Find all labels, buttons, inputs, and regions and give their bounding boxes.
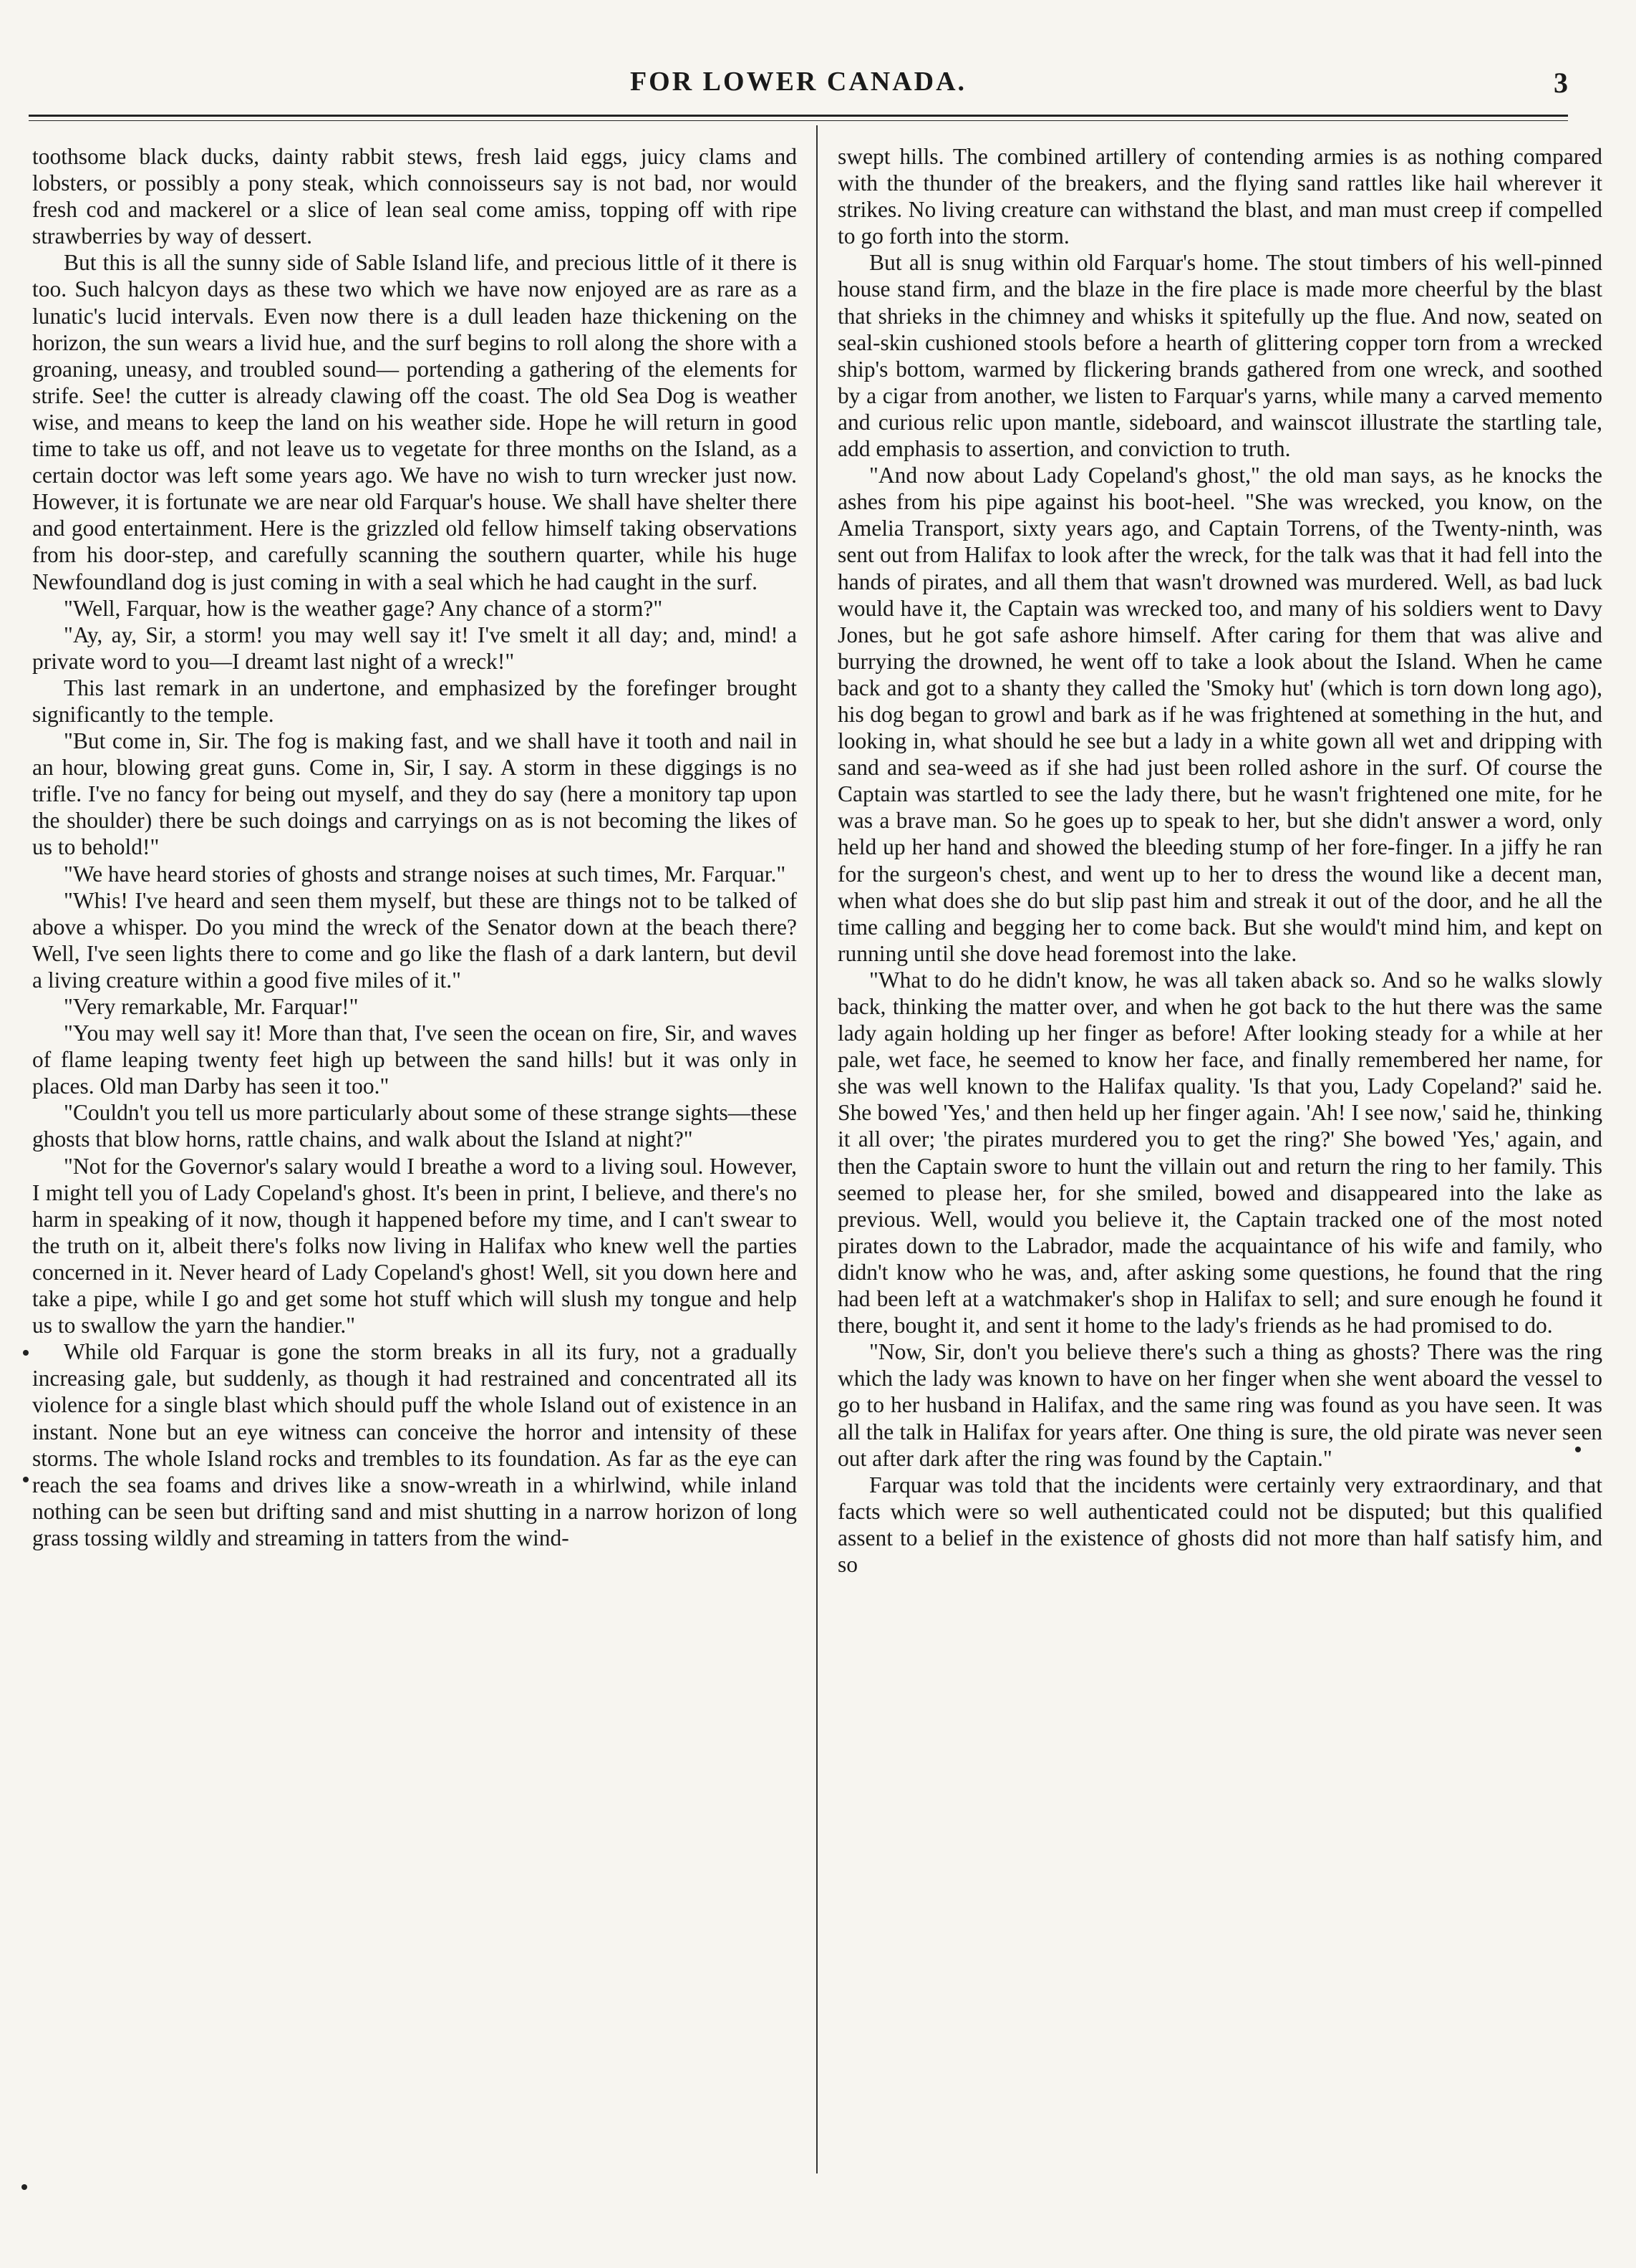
left-column — [32, 143, 797, 2170]
paragraph: "Well, Farquar, how is the weather gage? Any chance of a storm?" — [64, 595, 663, 621]
paragraph: toothsome black ducks, dainty rabbit stews, fresh laid eggs, juicy clams and lobsters, or possibly a pony steak, which connoisseurs say is not bad, nor would fresh cod and mackerel or a slice of lean seal come amiss, topping off with ripe strawberries by way of dessert. — [32, 144, 797, 249]
header-rule — [29, 115, 1568, 117]
paragraph: "We have heard stories of ghosts and strange noises at such times, Mr. Farquar." — [64, 861, 786, 887]
paragraph: "Not for the Governor's salary would I breathe a word to a living soul. However, I might tell you of Lady Copeland's ghost. It's been in print, I believe, and there's no harm in speaking of it now, though it happened before my time, and I can't swear to the truth on it, albeit there's folks now living in Halifax who knew well the parties concerned in it. Never heard of Lady Copeland's ghost! Well, sit you down here and take a pipe, while I go and get some hot stuff which will slush my tongue and help us to swallow the yarn the handier." — [32, 1153, 797, 1338]
print-speck — [23, 1350, 29, 1356]
paragraph: While old Farquar is gone the storm breaks in all its fury, not a gradually increasing gale, but suddenly, as though it had restrained and concentrated all its violence for a single blast which should puff the whole Island out of existence in an instant. None but an eye witness can conceive the horror and intensity of these storms. The whole Island rocks and trembles to its foundation. As far as the eye can reach the sea foams and drives like a snow-wreath in a whirlwind, while inland nothing can be seen but drifting sand and mist shutting in a narrow horizon of long grass tossing wildly and streaming in tatters from the wind- — [32, 1339, 797, 1550]
paragraph: "Now, Sir, don't you believe there's such a thing as ghosts? There was the ring which the lady was known to have on her finger when she went aboard the vessel to go to her husband in Halifax, and the same ring was found as you have seen. It was all the talk in Halifax for years after. One thing is sure, the old pirate was never seen out after dark after the ring was found by the Captain." — [838, 1339, 1602, 1471]
print-speck — [23, 1477, 29, 1482]
paragraph: But this is all the sunny side of Sable Island life, and precious little of it there is too. Such halcyon days as these two which we have now enjoyed are as rare as a lunatic's lucid intervals. Even now there is a dull leaden haze thickening on the horizon, the sun wears a livid hue, and the surf begins to roll along the shore with a groaning, uneasy, and troubled sound— portending a gathering of the elements for strife. See! the cutter is already clawing off the coast. The old Sea Dog is weather wise, and means to keep the land on his weather side. Hope he will return in good time to take us off, and not leave us to vegetate for three months on the Island, as a certain doctor was left some years ago. We have no wish to turn wrecker just now. However, it is fortunate we are near old Farquar's house. We shall have shelter there and good entertainment. Here is the grizzled old fellow himself taking observations from his door-step, and carefully scanning the southern quarter, while his huge Newfoundland dog is just coming in with a seal which he had caught in the surf. — [32, 250, 797, 594]
running-title: FOR LOWER CANADA. — [629, 67, 967, 97]
paragraph: "Ay, ay, Sir, a storm! you may well say it! I've smelt it all day; and, mind! a private word to you—I dreamt last night of a wreck!" — [32, 622, 797, 674]
paragraph: "What to do he didn't know, he was all taken aback so. And so he walks slowly back, thinking the matter over, and when he got back to the hut there was the same lady again holding up her finger as before! After looking steady for a while at her pale, wet face, he seemed to know her face, and finally remembered her name, for she was well known to the Halifax quality. 'Is that you, Lady Copeland?' said he. She bowed 'Yes,' and then held up her finger again. 'Ah! I see now,' said he, thinking it all over; 'the pirates murdered you to get the ring?' She bowed 'Yes,' again, and then the Captain swore to hunt the villain out and return the ring to her family. This seemed to please her, for she smiled, bowed and disappeared into the lake as previous. Well, would you believe it, the Captain tracked one of the most noted pirates down to the Labrador, made the acquaintance of his wife and family, who didn't know who he was, and, after asking some questions, he found that the ring had been left at a watchmaker's shop in Halifax to sell; and sure enough he found it there, bought it, and sent it home to the lady's friends as he had promised to do. — [838, 967, 1602, 1338]
print-speck — [21, 2184, 27, 2190]
paragraph: "Whis! I've heard and seen them myself, but these are things not to be talked of above a whisper. Do you mind the wreck of the Senator down at the beach there? Well, I've seen lights there to come and go like the flash of a dark lantern, but devil a living creature within a good five miles of it." — [32, 887, 797, 993]
page-header — [29, 66, 1568, 109]
paragraph: "And now about Lady Copeland's ghost," the old man says, as he knocks the ashes from his pipe against his boot-heel. "She was wrecked, you know, on the Amelia Transport, sixty years ago, and Captain Torrens, of the Twenty-ninth, was sent out from Halifax to look after the wreck, for the talk was that it had fell into the hands of pirates, and all them that wasn't drowned was murdered. Well, as bad luck would have it, the Captain was wrecked too, and many of his soldiers went to Davy Jones, but he got safe ashore himself. After caring for them that was alive and burrying the drowned, he went off to take a look about the Island. When he came back and got to a shanty they called the 'Smoky hut' (which is torn down long ago), his dog began to growl and bark as if he was frightened at something in the hut, and looking in, what should he see but a lady in a white gown all wet and dripping with sand and sea-weed as if she had just been rolled ashore in the surf. Of course the Captain was startled to see the lady there, but he wasn't frightened one mite, for he was a brave man. So he goes up to speak to her, but she didn't answer a word, only held up her hand and showed the bleeding stump of her fore-finger. In a jiffy he ran for the surgeon's chest, and went up to her to dress the wound like a decent man, when what does she do but slip past him and streak it out of the door, and he all the time calling and begging her to come back. But she would't mind him, and kept on running until she dove head foremost into the lake. — [838, 463, 1602, 966]
paragraph: "Very remarkable, Mr. Farquar!" — [64, 994, 359, 1019]
column-divider — [816, 125, 818, 2173]
print-speck — [1575, 1447, 1581, 1452]
paragraph: "Couldn't you tell us more particularly about some of these strange sights—these ghosts that blow horns, rattle chains, and walk about the Island at night?" — [32, 1100, 797, 1152]
paragraph: This last remark in an undertone, and emphasized by the forefinger brought significantly to the temple. — [32, 675, 797, 727]
right-column — [838, 143, 1602, 2170]
page-number: 3 — [1554, 67, 1568, 99]
paragraph: swept hills. The combined artillery of contending armies is as nothing compared with the thunder of the breakers, and the flying sand rattles like hail wherever it strikes. No living creature can withstand the blast, and man must creep if compelled to go forth into the storm. — [838, 144, 1602, 249]
paragraph: But all is snug within old Farquar's home. The stout timbers of his well-pinned house stand firm, and the blaze in the fire place is made more cheerful by the blast that shrieks in the chimney and whisks it spitefully up the flue. And now, seated on seal-skin cushioned stools before a hearth of glittering copper torn from a wrecked ship's bottom, warmed by flickering brands gathered from one wreck, and soothed by a cigar from another, we listen to Farquar's yarns, while many a carved memento and curious relic upon mantle, sideboard, and wainscot illustrate the startling tale, add emphasis to assertion, and conviction to truth. — [838, 250, 1602, 462]
paragraph: "You may well say it! More than that, I've seen the ocean on fire, Sir, and waves of flame leaping twenty feet high up between the sand hills! but it was only in places. Old man Darby has seen it too." — [32, 1020, 797, 1099]
paragraph: Farquar was told that the incidents were certainly very extraordinary, and that facts which were so well authenticated could not be disputed; but this qualified assent to a belief in the existence of ghosts did not more than half satisfy him, and so — [838, 1472, 1602, 1577]
header-rule-thin — [29, 120, 1568, 121]
paragraph: "But come in, Sir. The fog is making fast, and we shall have it tooth and nail in an hour, blowing great guns. Come in, Sir, I say. A storm in these diggings is no trifle. I've no fancy for being out myself, and they do say (here a monitory tap upon the shoulder) there be such doings and carryings on as is not becoming the likes of us to behold!" — [32, 728, 797, 860]
